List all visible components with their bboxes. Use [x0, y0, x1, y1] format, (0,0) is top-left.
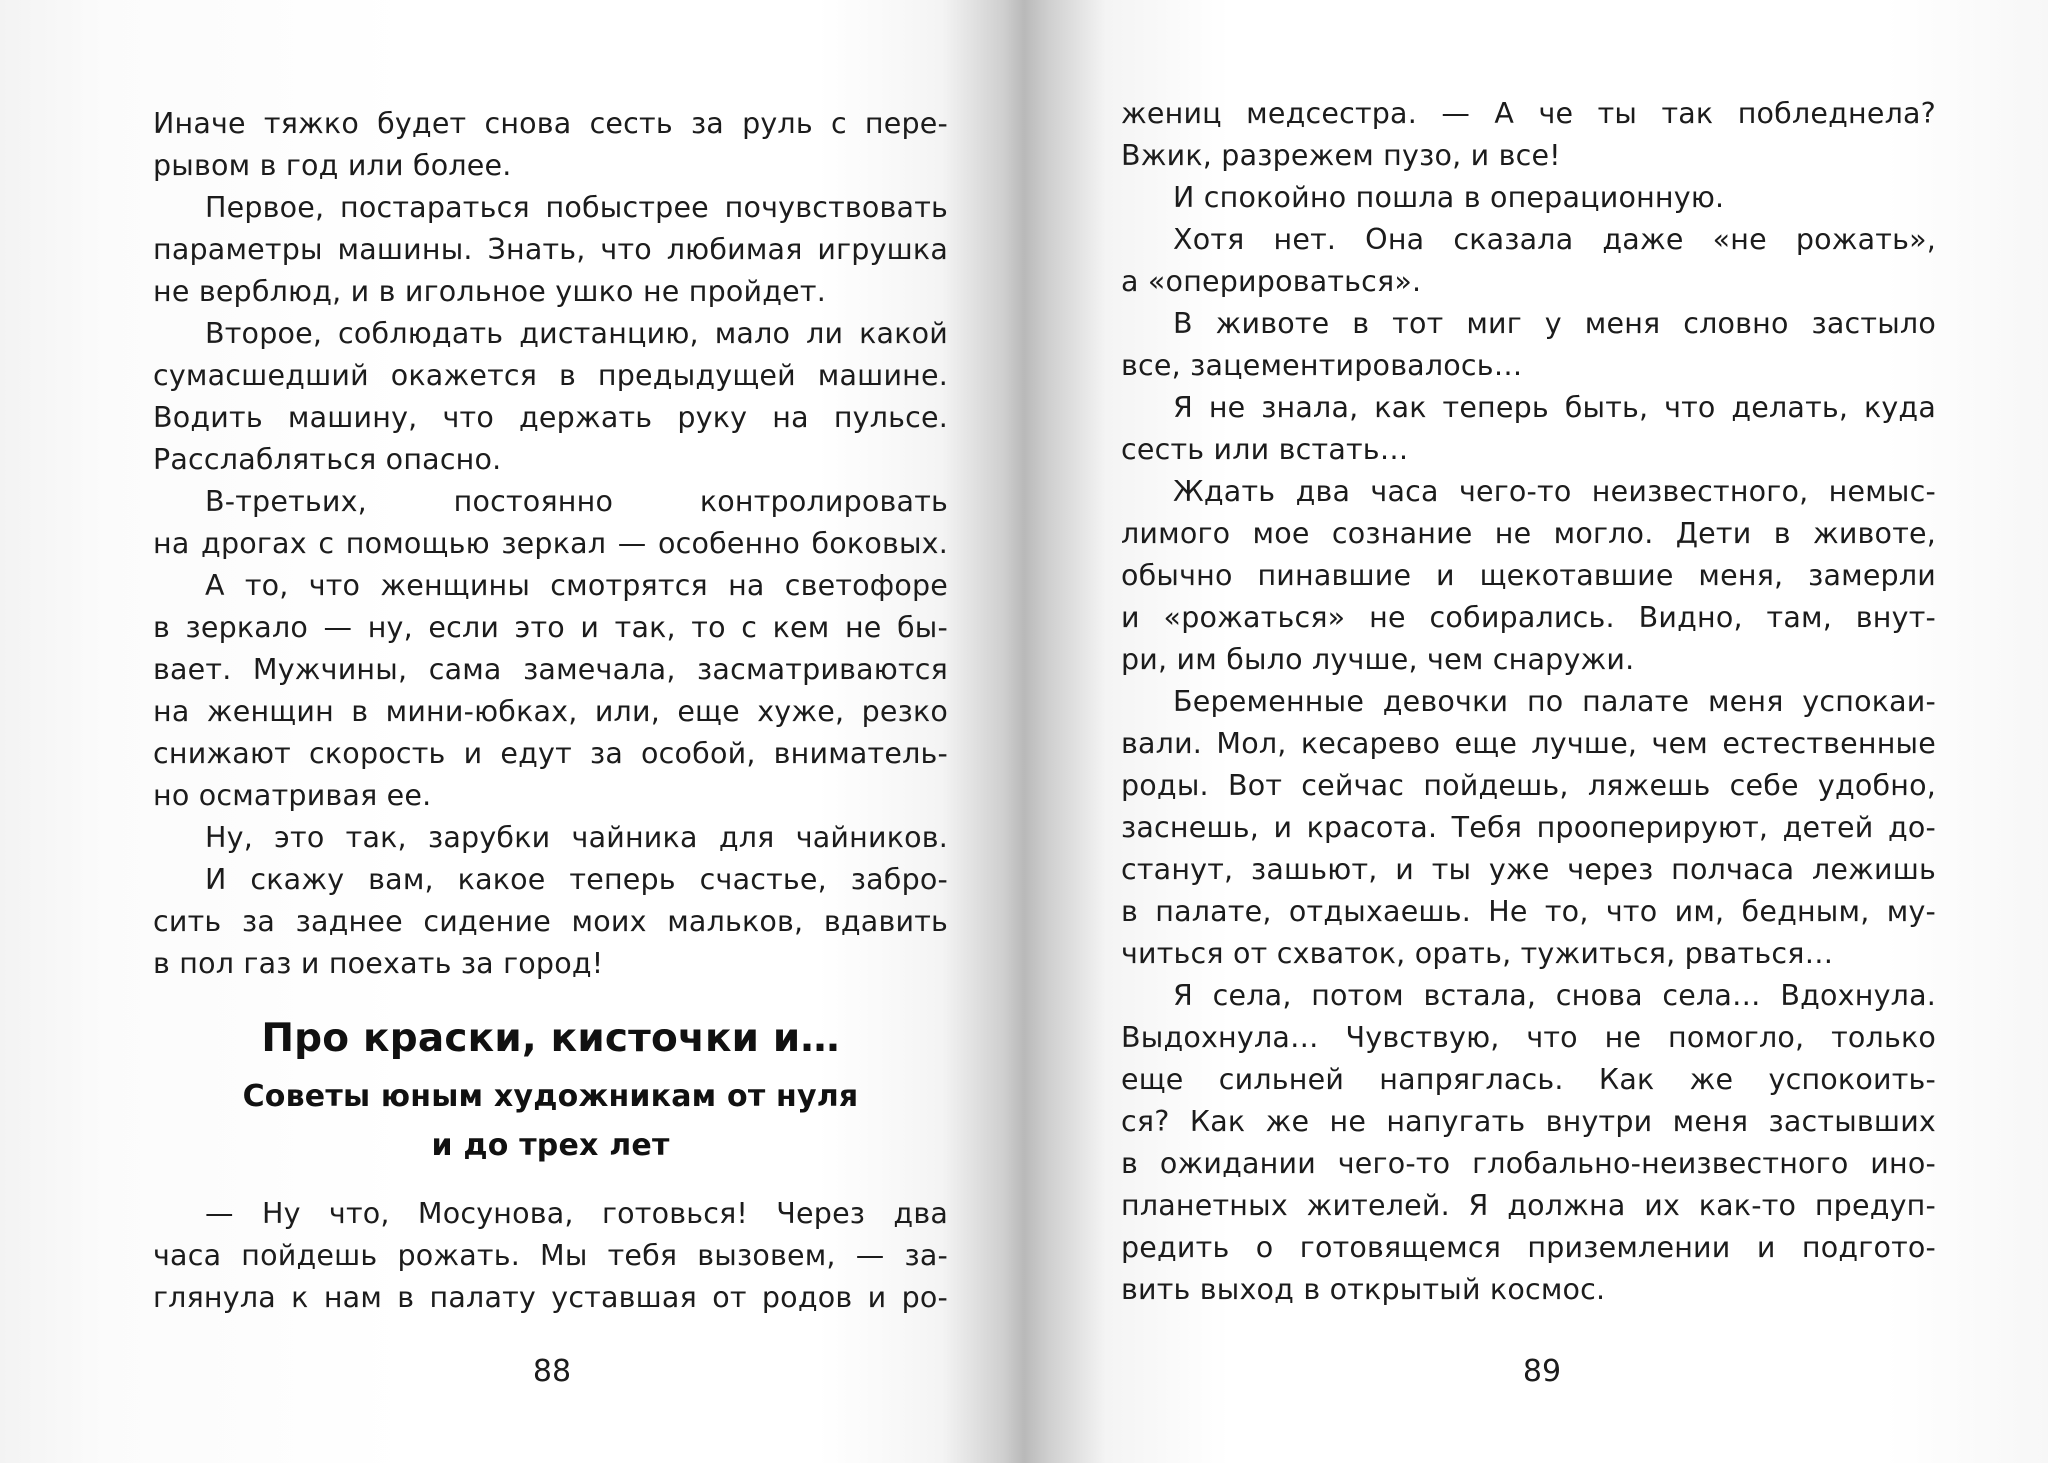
- text-line: Второе, соблюдать дистанцию, мало ли какой: [205, 317, 948, 350]
- text-line: станут, зашьют, и ты уже через полчаса лежишь: [1121, 853, 1936, 886]
- page-number: 89: [1522, 1354, 1562, 1389]
- text-line: лимого мое сознание не могло. Дети в животе,: [1121, 517, 1936, 550]
- text-line: Водить машину, что держать руку на пульсе.: [153, 401, 948, 434]
- text-line: Выдохнула… Чувствую, что не помогло, только: [1121, 1021, 1936, 1054]
- text-line: роды. Вот сейчас пойдешь, ляжешь себе удобно,: [1121, 769, 1936, 802]
- text-line: в пол газ и поехать за город!: [153, 947, 604, 980]
- page-number: 88: [532, 1354, 572, 1389]
- text-line: Ждать два часа чего-то неизвестного, немыс-: [1173, 475, 1936, 508]
- text-line: А то, что женщины смотрятся на светофоре: [205, 569, 948, 602]
- text-line: сумасшедший окажется в предыдущей машине.: [153, 359, 948, 392]
- text-line: заснешь, и красота. Тебя прооперируют, детей до-: [1121, 811, 1936, 844]
- text-line: В-третьих, постоянно контролировать: [205, 485, 948, 518]
- text-line: планетных жителей. Я должна их как-то предуп-: [1121, 1189, 1936, 1222]
- text-line: еще сильней напряглась. Как же успокоить-: [1121, 1063, 1936, 1096]
- text-line: И спокойно пошла в операционную.: [1173, 181, 1725, 214]
- text-line: снижают скорость и едут за особой, вниматель-: [153, 737, 948, 770]
- text-line: Иначе тяжко будет снова сесть за руль с пере-: [153, 107, 948, 140]
- text-line: Расслабляться опасно.: [153, 443, 502, 476]
- text-line: жениц медсестра. — А че ты так побледнела?: [1121, 97, 1936, 130]
- text-line: все, зацементировалось…: [1121, 349, 1523, 382]
- text-line: ся? Как же не напугать внутри меня застывших: [1121, 1105, 1936, 1138]
- text-line: Ну, это так, зарубки чайника для чайников.: [205, 821, 948, 854]
- text-line: В животе в тот миг у меня словно застыло: [1173, 307, 1936, 340]
- text-line: — Ну что, Мосунова, готовься! Через два: [205, 1197, 948, 1230]
- text-line: И скажу вам, какое теперь счастье, забро-: [205, 863, 948, 896]
- text-line: Я села, потом встала, снова села… Вдохнула.: [1173, 979, 1936, 1012]
- text-line: Хотя нет. Она сказала даже «не рожать»,: [1173, 223, 1936, 256]
- text-line: вить выход в открытый космос.: [1121, 1273, 1606, 1306]
- text-line: в ожидании чего-то глобально-неизвестного ино-: [1121, 1147, 1936, 1180]
- text-line: редить о готовящемся приземлении и подгото-: [1121, 1231, 1936, 1264]
- text-line: в зеркало — ну, если это и так, то с кем не бы-: [153, 611, 948, 644]
- chapter-subheading: и до трех лет: [431, 1128, 670, 1163]
- text-line: Беременные девочки по палате меня успокаи-: [1173, 685, 1936, 718]
- right-page: [1024, 0, 2048, 1463]
- text-line: часа пойдешь рожать. Мы тебя вызовем, — за-: [153, 1239, 948, 1272]
- text-line: Я не знала, как теперь быть, что делать, куда: [1173, 391, 1936, 424]
- text-line: ри, им было лучше, чем снаружи.: [1121, 643, 1635, 676]
- text-line: но осматривая ее.: [153, 779, 432, 812]
- text-line: в палате, отдыхаешь. Не то, что им, бедным, му-: [1121, 895, 1936, 928]
- text-line: параметры машины. Знать, что любимая игрушка: [153, 233, 948, 266]
- text-line: Вжик, разрежем пузо, и все!: [1121, 139, 1561, 172]
- text-line: читься от схваток, орать, тужиться, рваться…: [1121, 937, 1834, 970]
- text-line: и «рожаться» не собирались. Видно, там, внут-: [1121, 601, 1936, 634]
- text-line: а «оперироваться».: [1121, 265, 1422, 298]
- text-line: глянула к нам в палату уставшая от родов и ро-: [153, 1281, 948, 1314]
- text-line: Первое, постараться побыстрее почувствовать: [205, 191, 948, 224]
- text-line: рывом в год или более.: [153, 149, 512, 182]
- chapter-heading: Про краски, кисточки и…: [261, 1016, 840, 1061]
- chapter-subheading: Советы юным художникам от нуля: [242, 1079, 859, 1114]
- text-line: на дрогах с помощью зеркал — особенно боковых.: [153, 527, 948, 560]
- text-line: вали. Мол, кесарево еще лучше, чем естественные: [1121, 727, 1936, 760]
- text-line: сесть или встать…: [1121, 433, 1409, 466]
- text-line: сить за заднее сидение моих мальков, вдавить: [153, 905, 948, 938]
- text-line: обычно пинавшие и щекотавшие меня, замерли: [1121, 559, 1936, 592]
- text-line: на женщин в мини-юбках, или, еще хуже, резко: [153, 695, 948, 728]
- text-line: не верблюд, и в игольное ушко не пройдет.: [153, 275, 826, 308]
- text-line: вает. Мужчины, сама замечала, засматриваются: [153, 653, 948, 686]
